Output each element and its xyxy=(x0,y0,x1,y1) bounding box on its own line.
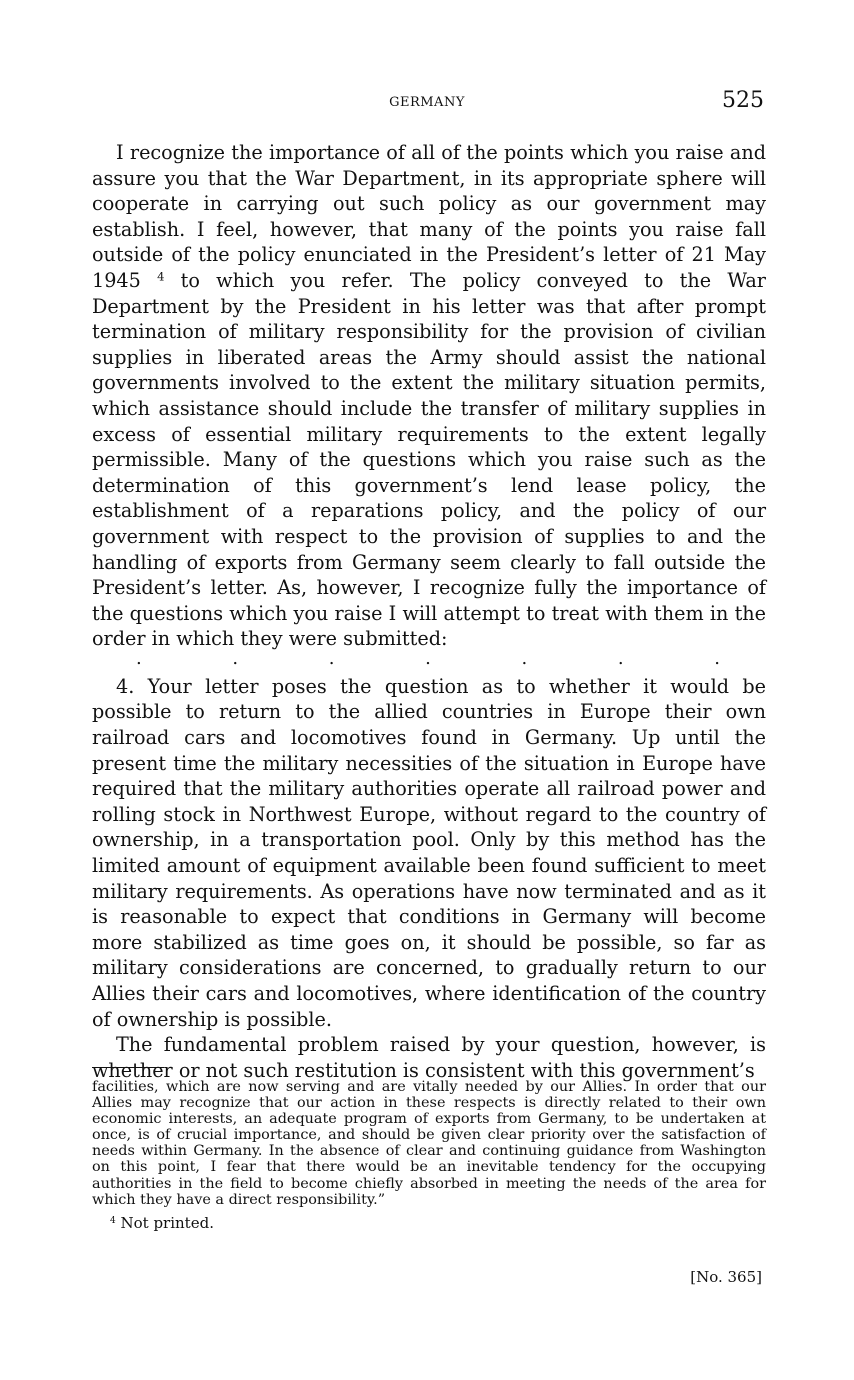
footnote-4-text: Not printed. xyxy=(115,1213,214,1232)
footnote-divider xyxy=(92,1067,164,1068)
ellipsis-dot: . xyxy=(521,647,528,669)
ellipsis-dot: . xyxy=(136,647,142,669)
paragraph-1-text-b: to which you refer. The policy conveyed to the War Department by the President in his letter was that after prompt termination of military responsibility for the provision of civilian supplies in liberated areas the Army should assist the national governments involved to the extent the military situation permits, which assistance should include the transfer of military supplies in excess of essential military requirements to the extent legally permissible. Many of the questions which you raise such as the determination of this government’s lend lease policy, the establishment of a reparations policy, and the policy of our government with respect to the provision of supplies to and the handling of exports from Germany seem clearly to fall outside the President’s letter. As, however, I recognize fully the importance of the questions which you raise I will attempt to treat with them in the order in which they were submitted: xyxy=(92,268,766,651)
ellipsis-dot: . xyxy=(714,647,720,669)
document-number: [No. 365] xyxy=(690,1268,762,1286)
paragraph-1-text-a: I recognize the importance of all of the points which you raise and assure you that the War Department, in its appropriate sphere will cooperate in carrying out such policy as our government may establish. I feel, however, that many of the points you raise fall outside of the policy enunciated in the President’s letter of 21 May 1945 xyxy=(92,141,766,292)
ellipsis-dot: . xyxy=(232,647,239,669)
footnotes xyxy=(92,1079,766,1231)
paragraph-3: The fundamental problem raised by your question, however, is whether or not such restitution is consistent with this government’s xyxy=(92,1033,766,1082)
page-number: 525 xyxy=(722,88,764,113)
paragraph-2: 4. Your letter poses the question as to whether it would be possible to return to the allied countries in Europe their own railroad cars and locomotives found in Germany. Up until the present time the military necessities of the situation in Europe have required that the military authorities operate all railroad power and rolling stock in Northwest Europe, without regard to the country of ownership, in a transportation pool. Only by this method has the limited amount of equipment available been found sufficient to meet military requirements. As operations have now terminated and as it is reasonable to expect that conditions in Germany will become more stabilized as time goes on, it should be possible, so far as military considerations are concerned, to gradually return to our Allies their cars and locomotives, where identification of the country of ownership is possible. xyxy=(92,674,766,1031)
footnote-continuation: facilities, which are now serving and are vitally needed by our Allies. In order that our Allies may recognize that our action in these respects is directly related to their own economic interests, an adequate program of exports from Germany, to be undertaken at once, is of crucial importance, and should be given clear priority over the satisfaction of needs within Germany. In the absence of clear and continuing guidance from Washington on this point, I fear that there would be an inevitable tendency for the occupying authorities in the field to become chiefly absorbed in meeting the needs of the area for which they have a direct responsibility.” xyxy=(92,1079,766,1208)
body-text xyxy=(92,140,766,1083)
ellipsis-dot: . xyxy=(328,647,335,669)
running-title: GERMANY xyxy=(389,95,465,110)
footnote-4 xyxy=(92,1215,766,1231)
paragraph-1 xyxy=(92,140,766,652)
ellipsis-dot: . xyxy=(425,647,431,669)
omission-ellipsis xyxy=(92,647,766,674)
ellipsis-dot: . xyxy=(617,647,624,669)
footnote-4-marker: 4 xyxy=(110,1215,116,1226)
footnote-reference-4: 4 xyxy=(157,269,165,284)
